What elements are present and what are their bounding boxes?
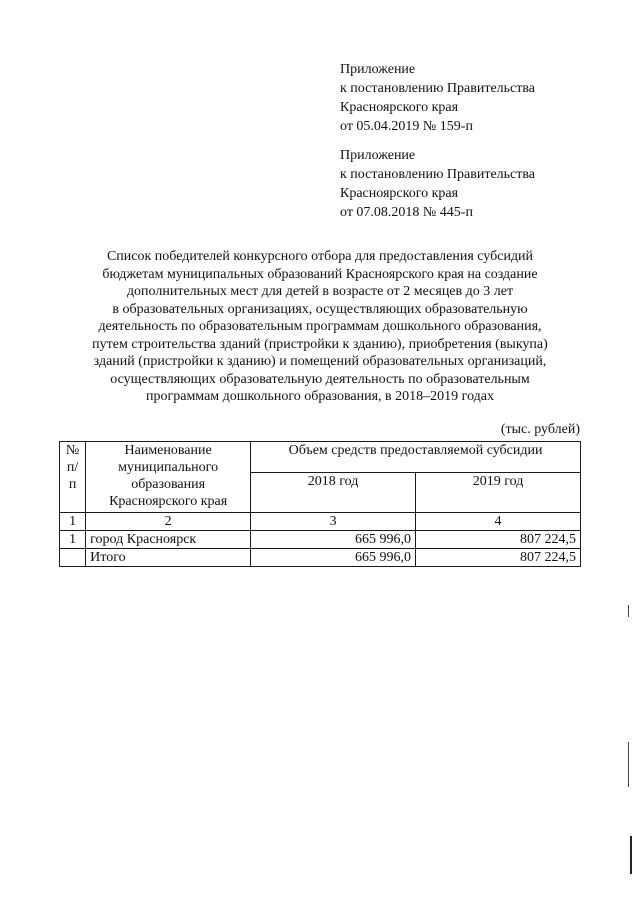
header-subsidy-volume: Объем средств предоставляемой субсидии [251,442,581,473]
header-name-line: Наименование [124,443,212,458]
document-title [60,248,580,406]
title-line: программам дошкольного образования, в 2018–2019 годах [146,389,494,404]
total-label: Итого [86,549,251,567]
title-line: Список победителей конкурсного отбора для предоставления субсидий [106,249,534,264]
title-line: бюджетам муниципальных образований Красноярского края на создание [102,266,538,282]
row-amount-2018: 665 996,0 [251,531,416,549]
title-line: зданий (пристройки к зданию) и помещений образовательных организаций, [93,354,547,369]
total-number-empty [60,549,86,567]
appendix-line: Красноярского края [340,100,459,115]
appendix-line: Приложение [340,62,416,77]
row-number: 1 [60,531,86,549]
total-amount-2019: 807 224,5 [416,549,581,567]
appendix-line: к постановлению Правительства [340,81,536,96]
title-line: в образовательных организациях, осуществляющих образовательную [112,301,528,317]
header-number-abbrev: п/п [66,460,79,492]
header-name-line: муниципального [118,460,219,475]
header-name-line: Красноярского края [109,494,228,509]
total-row [60,549,581,567]
title-line: осуществляющих образовательную деятельность по образовательным [110,371,530,387]
table-header-row [60,442,581,473]
appendix-line: от 07.08.2018 № 445-п [340,205,473,220]
table-row [60,531,581,549]
header-number-symbol: № [65,443,80,458]
header-year-2019: 2019 год [416,473,581,513]
header-number [60,442,86,513]
header-municipality [86,442,251,513]
column-number: 3 [251,513,416,531]
column-number: 4 [416,513,581,531]
appendix-line: к постановлению Правительства [340,167,536,182]
appendix-line: Красноярского края [340,186,459,201]
appendix-block-2018 [340,146,630,222]
scan-artifact-mark [628,742,629,787]
column-number: 1 [60,513,86,531]
unit-note: (тыс. рублей) [500,422,580,437]
column-number: 2 [86,513,251,531]
row-amount-2019: 807 224,5 [416,531,581,549]
title-line: деятельность по образовательным программам дошкольного образования, [98,319,542,334]
header-year-2018: 2018 год [251,473,416,513]
appendix-line: от 05.04.2019 № 159-п [340,119,473,134]
scan-artifact-mark [628,605,629,617]
appendix-block-2019 [340,60,630,136]
scan-artifact-mark [630,836,632,874]
subsidy-table [59,441,581,567]
appendix-line: Приложение [340,148,416,163]
title-line: дополнительных мест для детей в возрасте от 2 месяцев до 3 лет [126,284,514,299]
header-name-line: образования [131,477,206,492]
column-number-row [60,513,581,531]
total-amount-2018: 665 996,0 [251,549,416,567]
row-municipality: город Красноярск [86,531,251,549]
title-line: путем строительства зданий (пристройки к зданию), приобретения (выкупа) [92,336,548,352]
